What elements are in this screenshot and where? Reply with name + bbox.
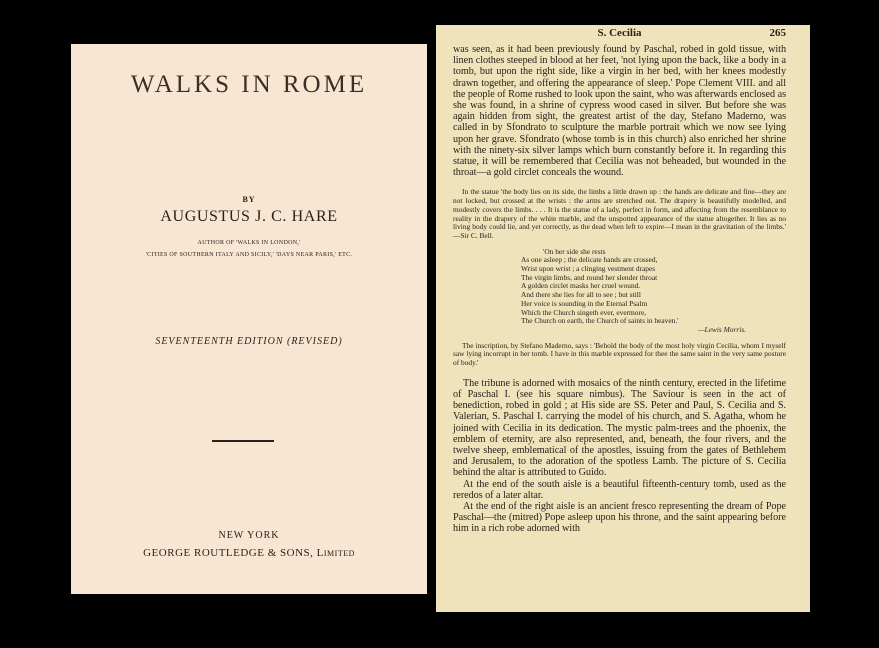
author-name: AUGUSTUS J. C. HARE [160, 208, 338, 225]
publisher-name: GEORGE ROUTLEDGE & SONS, [143, 547, 314, 559]
credits-line-2: 'CITIES OF SOUTHERN ITALY AND SICILY,' 'DAYS NEAR PARIS,' ETC. [145, 252, 353, 258]
poem-line: The virgin limbs, and round her slender throat [521, 272, 658, 282]
footnote-statue: In the statue 'the body lies on its side, the limbs a little drawn up : the hands are delicate and fine—they are not locked, but crossed at the wrists : the arms are stretched out. The drapery is beautifully modelled, and modestly covers the limbs. . . . It is the statue of a lady, perfect in form, and affecting from the resemblance to reality in the drapery of the white marble, and the unspotted appearance of the statue altogether. It lies as no living body could lie, and yet correctly, as the dead when left to expire—I mean in the gravitation of the limbs.' —Sir C. Bell. [453, 187, 786, 240]
by-line: BY [242, 195, 256, 204]
page-number: 265 [769, 27, 786, 39]
body-paragraph-4: At the end of the right aisle is an ancient fresco representing the dream of Pope Paschal—the (mitred) Pope asleep upon his throne, and the saint appearing before him in a rich robe adorned with [453, 501, 786, 535]
body-paragraph-1: was seen, as it had been previously found by Paschal, robed in gold tissue, with linen clothes steeped in blood at her feet, 'not lying upon the back, like a body in a tomb, but upon the right side, like a virgin in her bed, with her knees modestly drawn together, and offering the appearance of sleep.' Pope Clement VIII. and all the people of Rome rushed to look upon the saint, who was afterwards enclosed as she was found, in a shrine of cypress wood cased in silver. But before she was again hidden from sight, the greatest artist of the day, Stefano Maderno, was called in by Sfondrato to sculpture the marble portrait which we now see lying upon her grave. Sfondrato (whose tomb is in this church) also enriched her shrine with the ninety-six silver lamps which burn constantly before it. In regarding this statue, it will be remembered that Cecilia was not beheaded, but wounded in the throat—a gold circlet conceals the wound. [453, 44, 786, 179]
poem-line: 'On her side she rests [543, 246, 606, 256]
edition-line: SEVENTEENTH EDITION (REVISED) [155, 336, 343, 347]
publisher-line [71, 547, 427, 559]
publisher-suffix: Limited [316, 547, 355, 559]
running-head [453, 25, 786, 44]
body-paragraph-3: At the end of the south aisle is a beautiful fifteenth-century tomb, used as the reredos of a later altar. [453, 478, 786, 501]
poem-attribution: —Lewis Morris. [697, 324, 746, 334]
ornamental-rule [212, 440, 274, 442]
poem-line: Her voice is sounding in the Eternal Psalm [521, 298, 648, 308]
poem-line: Which the Church singeth ever, evermore, [521, 307, 647, 317]
credits-line-1: AUTHOR OF 'WALKS IN LONDON,' [197, 240, 301, 246]
poem-line: The Church on earth, the Church of saints in heaven.' [521, 316, 679, 326]
book-title: WALKS IN ROME [130, 71, 368, 98]
title-page [71, 44, 427, 594]
author-credits [71, 237, 427, 261]
poem-line: A golden circlet masks her cruel wound. [521, 281, 641, 291]
text-page [436, 25, 810, 612]
running-head-title: S. Cecilia [597, 27, 642, 39]
poem-line: As one asleep ; the delicate hands are crossed, [521, 255, 658, 265]
footnote-inscription: The inscription, by Stefano Maderno, says : 'Behold the body of the most holy virgin Cecilia, whom I myself saw lying incorrupt in her tomb. I have in this marble expressed for thee the same saint in the very same posture of body.' [453, 340, 786, 368]
poem-line: Wrist upon wrist ; a clinging vestment drapes [521, 264, 656, 274]
body-paragraph-2: The tribune is adorned with mosaics of the ninth century, erected in the lifetime of Paschal I. (see his square nimbus). The Saviour is seen in the act of benediction, robed in gold ; at His side are SS. Peter and Paul, S. Cecilia and S. Valerian, S. Paschal I. carrying the model of his church, and S. Agatha, whom he joined with Cecilia in its dedication. The mystic palm-trees and the phoenix, the emblem of eternity, are also represented, and, beneath, the four rivers, and the twelve sheep, emblematical of the apostles, issuing from the gates of Bethlehem and Jerusalem, to the adoration of the spotless Lamb. The picture of S. Cecilia behind the altar is attributed to Guido. [453, 377, 786, 479]
poem-line: And there she lies for all to see ; but still [521, 290, 641, 300]
publication-city: NEW YORK [218, 530, 280, 541]
poem-quotation [521, 248, 786, 335]
